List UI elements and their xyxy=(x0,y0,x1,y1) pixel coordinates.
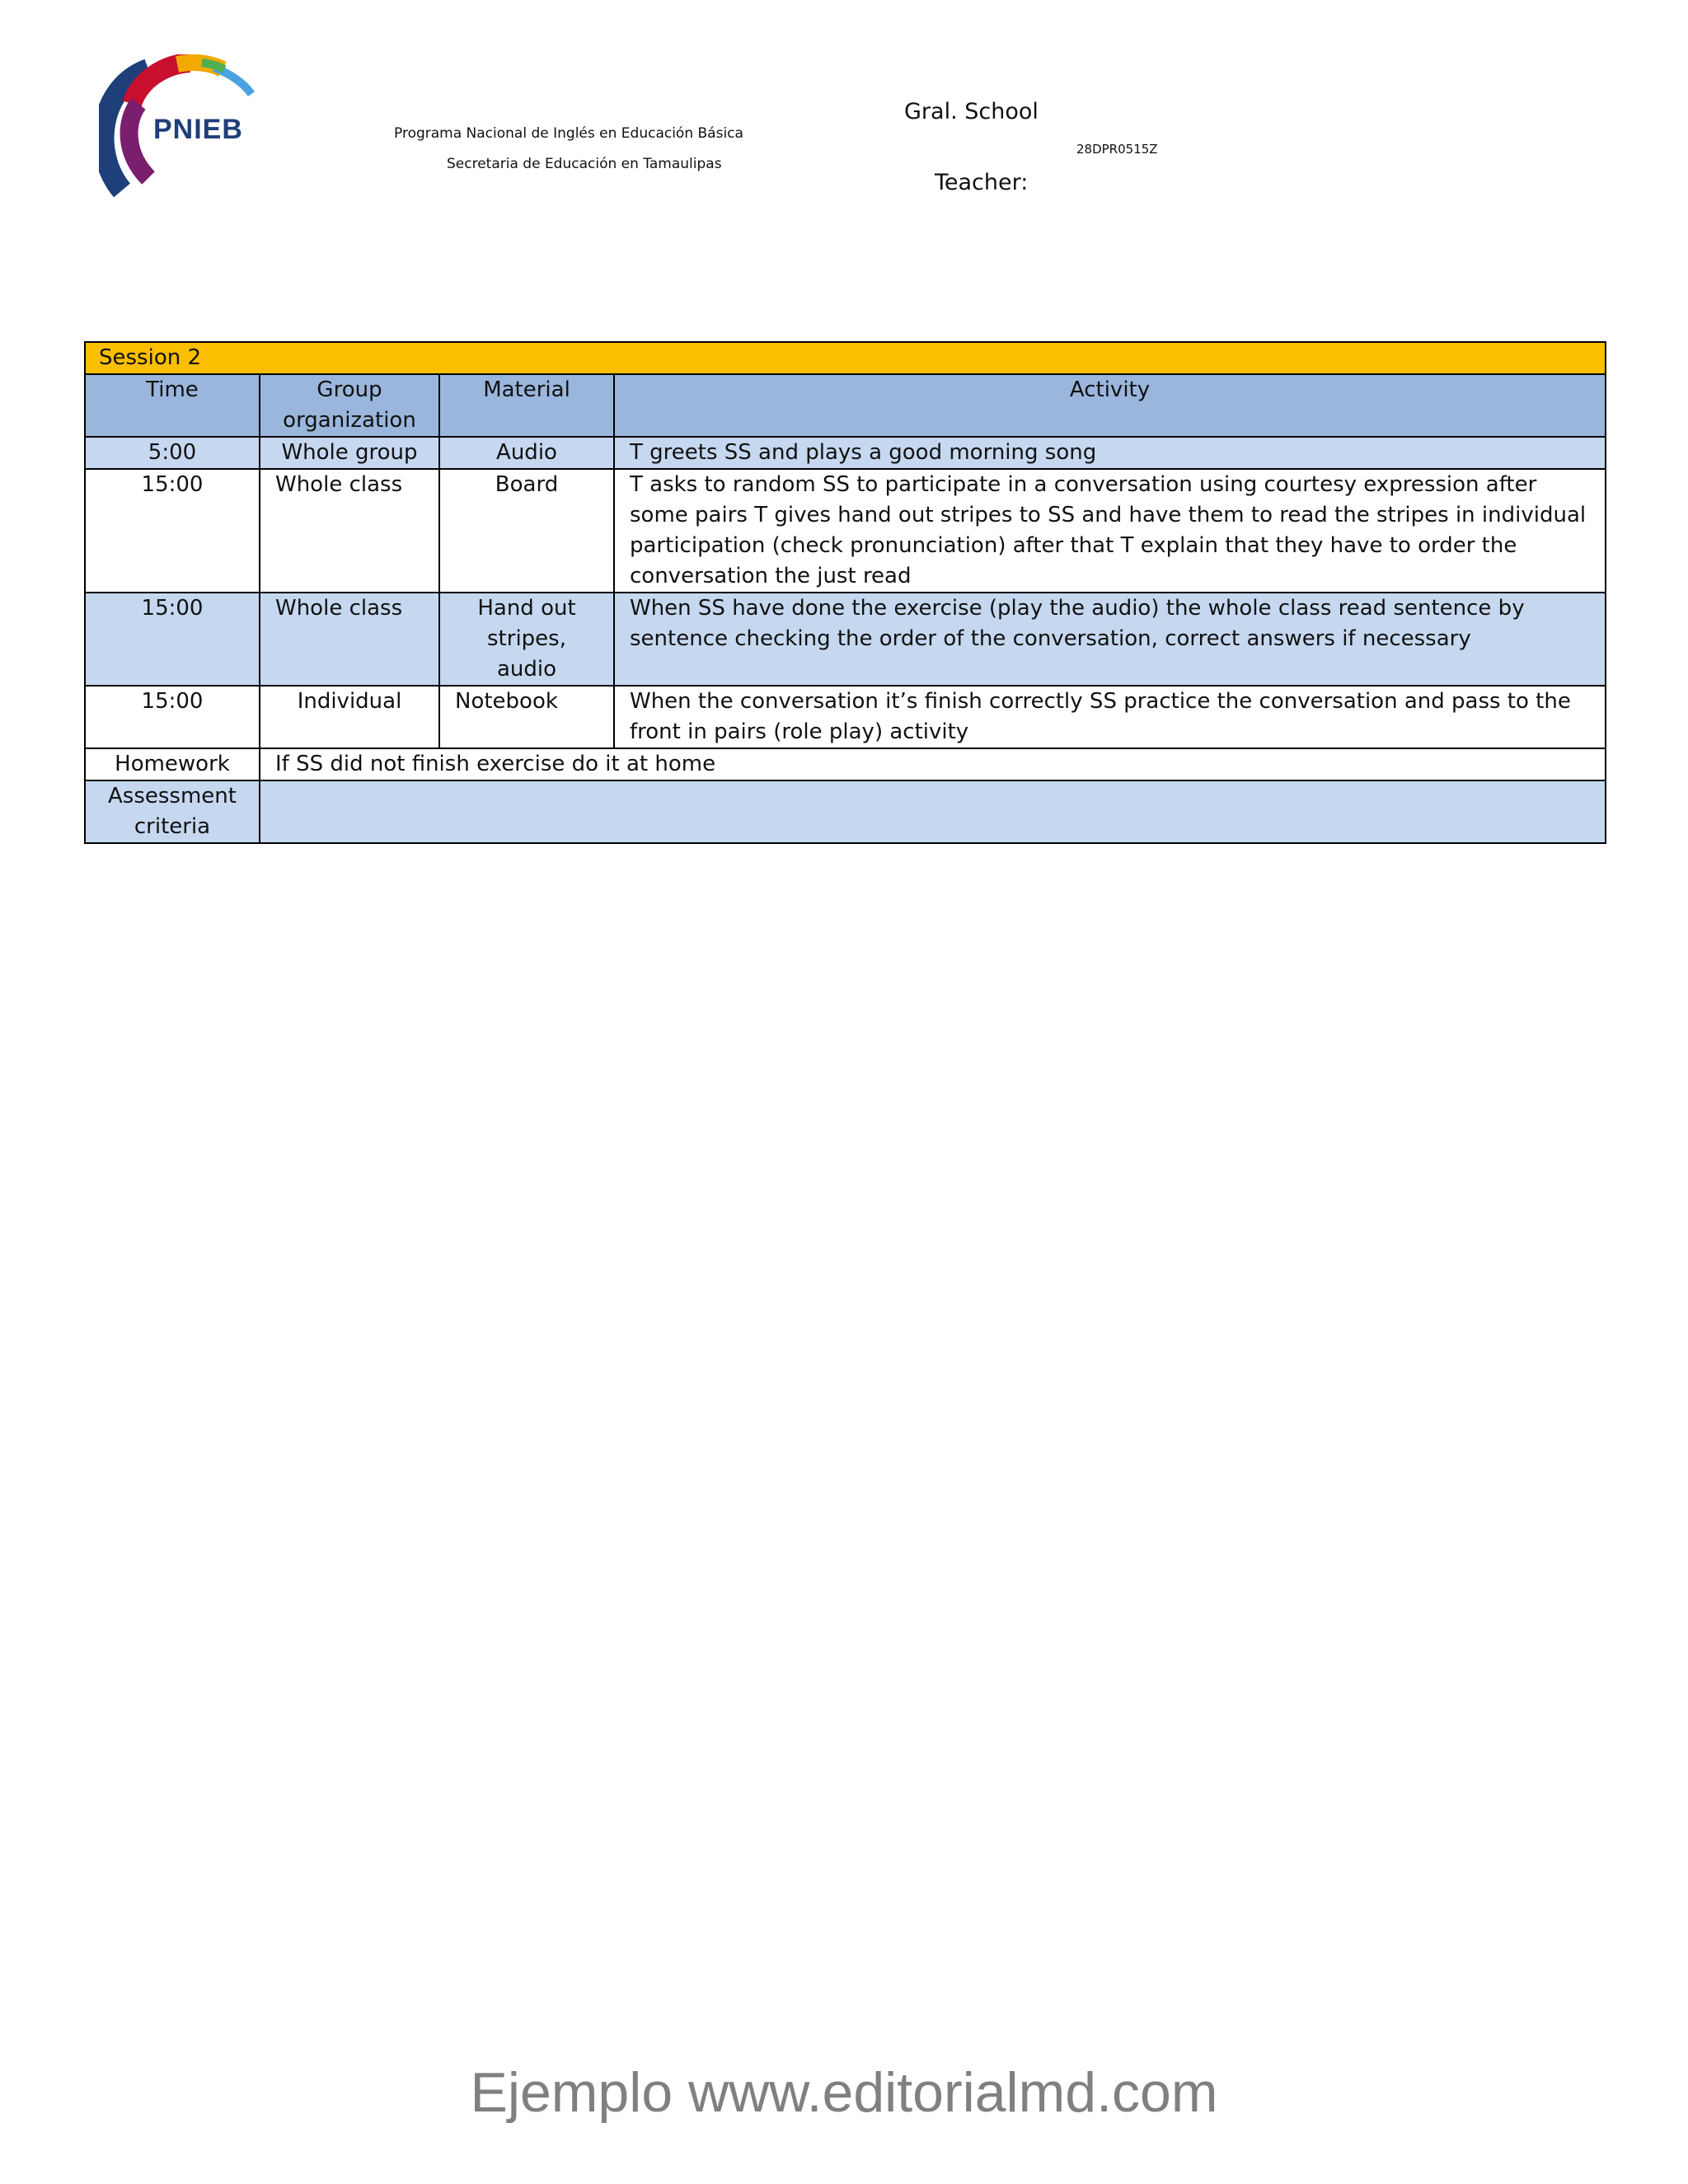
watermark: Ejemplo www.editorialmd.com xyxy=(470,2061,1218,2124)
cell-group: Individual xyxy=(260,686,439,748)
table-row xyxy=(85,686,1606,748)
secretaria-name: Secretaria de Educación en Tamaulipas xyxy=(447,156,722,172)
header-group-organization: Group organization xyxy=(260,374,439,437)
school-label: Gral. School xyxy=(904,99,1039,124)
assessment-text xyxy=(260,780,1606,843)
table-row xyxy=(85,469,1606,593)
cell-group: Whole class xyxy=(260,469,439,593)
assessment-label: Assessment criteria xyxy=(85,780,260,843)
cell-activity: T greets SS and plays a good morning song xyxy=(614,437,1606,469)
cell-time: 15:00 xyxy=(85,686,260,748)
cell-group: Whole group xyxy=(260,437,439,469)
cell-time: 15:00 xyxy=(85,469,260,593)
program-name: Programa Nacional de Inglés en Educación Básica xyxy=(394,125,743,142)
homework-label: Homework xyxy=(85,748,260,780)
cell-activity: T asks to random SS to participate in a conversation using courtesy expression after some pairs T gives hand out stripes to SS and have them to read the stripes in individual participation (check pronunciation) after that T explain that they have to order the conversation the just read xyxy=(614,469,1606,593)
cell-material: Notebook xyxy=(439,686,614,748)
session-row xyxy=(85,342,1606,374)
cell-activity: When SS have done the exercise (play the audio) the whole class read sentence by sentence checking the order of the conversation, correct answers if necessary xyxy=(614,593,1606,686)
school-code: 28DPR0515Z xyxy=(1076,142,1158,157)
session-title: Session 2 xyxy=(85,342,1606,374)
teacher-label: Teacher: xyxy=(935,170,1029,195)
assessment-row xyxy=(85,780,1606,843)
header-activity: Activity xyxy=(614,374,1606,437)
lesson-plan-table xyxy=(84,341,1606,844)
header-material: Material xyxy=(439,374,614,437)
cell-material: Audio xyxy=(439,437,614,469)
homework-row xyxy=(85,748,1606,780)
homework-text: If SS did not finish exercise do it at home xyxy=(260,748,1606,780)
pnieb-logo xyxy=(99,54,264,203)
cell-material: Hand out stripes, audio xyxy=(439,593,614,686)
cell-time: 5:00 xyxy=(85,437,260,469)
cell-time: 15:00 xyxy=(85,593,260,686)
cell-material: Board xyxy=(439,469,614,593)
table-row xyxy=(85,437,1606,469)
cell-activity: When the conversation it’s finish correctly SS practice the conversation and pass to the front in pairs (role play) activity xyxy=(614,686,1606,748)
header-time: Time xyxy=(85,374,260,437)
cell-group: Whole class xyxy=(260,593,439,686)
table-header-row xyxy=(85,374,1606,437)
table-row xyxy=(85,593,1606,686)
logo-text: PNIEB xyxy=(153,114,243,145)
